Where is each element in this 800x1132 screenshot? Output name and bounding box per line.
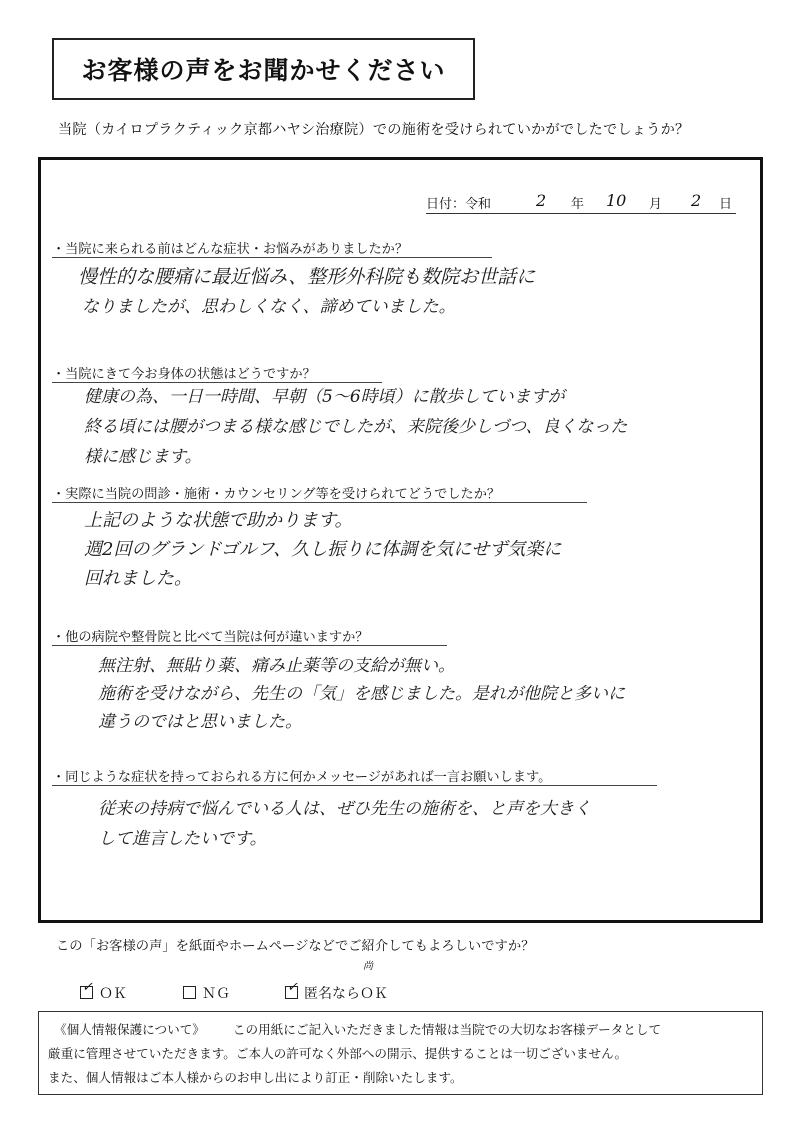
answer-2-line-1: 健康の為、一日一時間、早朝（5～6時頃）に散歩していますが (84, 387, 565, 407)
date-day-unit: 日 (719, 197, 733, 212)
answer-3-line-2: 週2回のグランドゴルフ、久し振りに体調を気にせず気楽に (84, 539, 562, 560)
date-row (426, 193, 736, 213)
question-3: ・実際に当院の問診・施術・カウンセリング等を受けられてどうでしたか？ (52, 487, 501, 502)
privacy-line-1 (48, 1018, 748, 1042)
answer-5-line-1: 従来の持病で悩んでいる人は、ぜひ先生の施術を、と声を大きく (98, 799, 591, 819)
option-anonymous-checkbox[interactable] (285, 980, 298, 999)
answer-1 (78, 262, 758, 322)
option-ok-label: ＯＫ (99, 986, 127, 1002)
answer-4-line-2: 施術を受けながら、先生の「気」を感じました。是れが他院と多いに (98, 684, 625, 704)
question-4-underline (52, 645, 447, 646)
question-4: ・他の病院や整骨院と比べて当院は何が違いますか？ (52, 630, 369, 645)
answer-4 (98, 652, 778, 736)
answer-1-line-2: なりましたが、思わしくなく、諦めていました。 (82, 297, 456, 317)
consent-question: この「お客様の声」を紙面やホームページなどでご紹介してもよろしいですか？ (56, 939, 535, 954)
page-title: お客様の声をお聞かせください (81, 56, 446, 85)
date-day: 2 (691, 191, 702, 210)
answer-2-line-2: 終る頃には腰がつまる様な感じでしたが、来院後少しづつ、良くなった (84, 417, 628, 437)
answer-3-line-1: 上記のような状態で助かります。 (84, 510, 353, 531)
answer-4-line-3: 違うのではと思いました。 (98, 712, 302, 732)
privacy-line-2: 厳重に管理させていただきます。ご本人の許可なく外部への開示、提供することは一切ございません。 (48, 1046, 628, 1061)
option-ok-checkmark: ✓ (82, 980, 93, 995)
option-ng-checkbox[interactable] (183, 986, 196, 999)
title-box (52, 38, 475, 100)
answer-3 (84, 506, 764, 593)
handwritten-note: 尚 (363, 961, 373, 972)
date-year: 2 (536, 191, 547, 210)
question-5: ・同じような症状を持っておられる方に何かメッセージがあれば一言お願いします。 (52, 770, 552, 785)
option-ok-checkbox[interactable] (80, 980, 93, 999)
question-5-underline (52, 785, 657, 786)
answer-2 (84, 382, 764, 472)
option-ok[interactable] (80, 980, 127, 1003)
answer-1-line-1: 慢性的な腰痛に最近悩み、整形外科院も数院お世話に (78, 266, 536, 288)
date-underline (426, 213, 736, 214)
intro-text: 当院（カイロプラクティック京都ハヤシ治療院）での施術を受けられていかがでしたでしょうか？ (58, 122, 690, 138)
date-month: 10 (606, 191, 627, 210)
option-ng[interactable] (183, 983, 230, 1003)
answer-5 (98, 794, 778, 854)
question-1: ・当院に来られる前はどんな症状・お悩みがありましたか？ (52, 242, 409, 257)
date-year-unit: 年 (571, 197, 585, 212)
date-label: 日付：令和 (426, 197, 492, 212)
option-anonymous-ok[interactable] (285, 980, 388, 1003)
question-3-underline (52, 502, 587, 503)
question-1-underline (52, 257, 492, 258)
answer-4-line-1: 無注射、無貼り薬、痛み止薬等の支給が無い。 (98, 656, 455, 676)
privacy-heading: 《個人情報保護について》 (54, 1022, 205, 1037)
answer-2-line-3: 様に感じます。 (84, 447, 202, 467)
privacy-notice (48, 1018, 748, 1090)
option-anonymous-checkmark: ✓ (287, 980, 298, 995)
answer-5-line-2: して進言したいです。 (98, 829, 267, 849)
answer-3-line-3: 回れました。 (84, 568, 192, 589)
option-anonymous-label: 匿名ならＯＫ (304, 986, 388, 1002)
question-2: ・当院にきて今お身体の状態はどうですか？ (52, 367, 316, 382)
privacy-text-1: この用紙にご記入いただきました情報は当院での大切なお客様データとして (232, 1022, 662, 1037)
option-ng-label: ＮＧ (202, 986, 230, 1002)
date-month-unit: 月 (649, 197, 663, 212)
privacy-line-3: また、個人情報はご本人様からのお申し出により訂正・削除いたします。 (48, 1070, 463, 1085)
